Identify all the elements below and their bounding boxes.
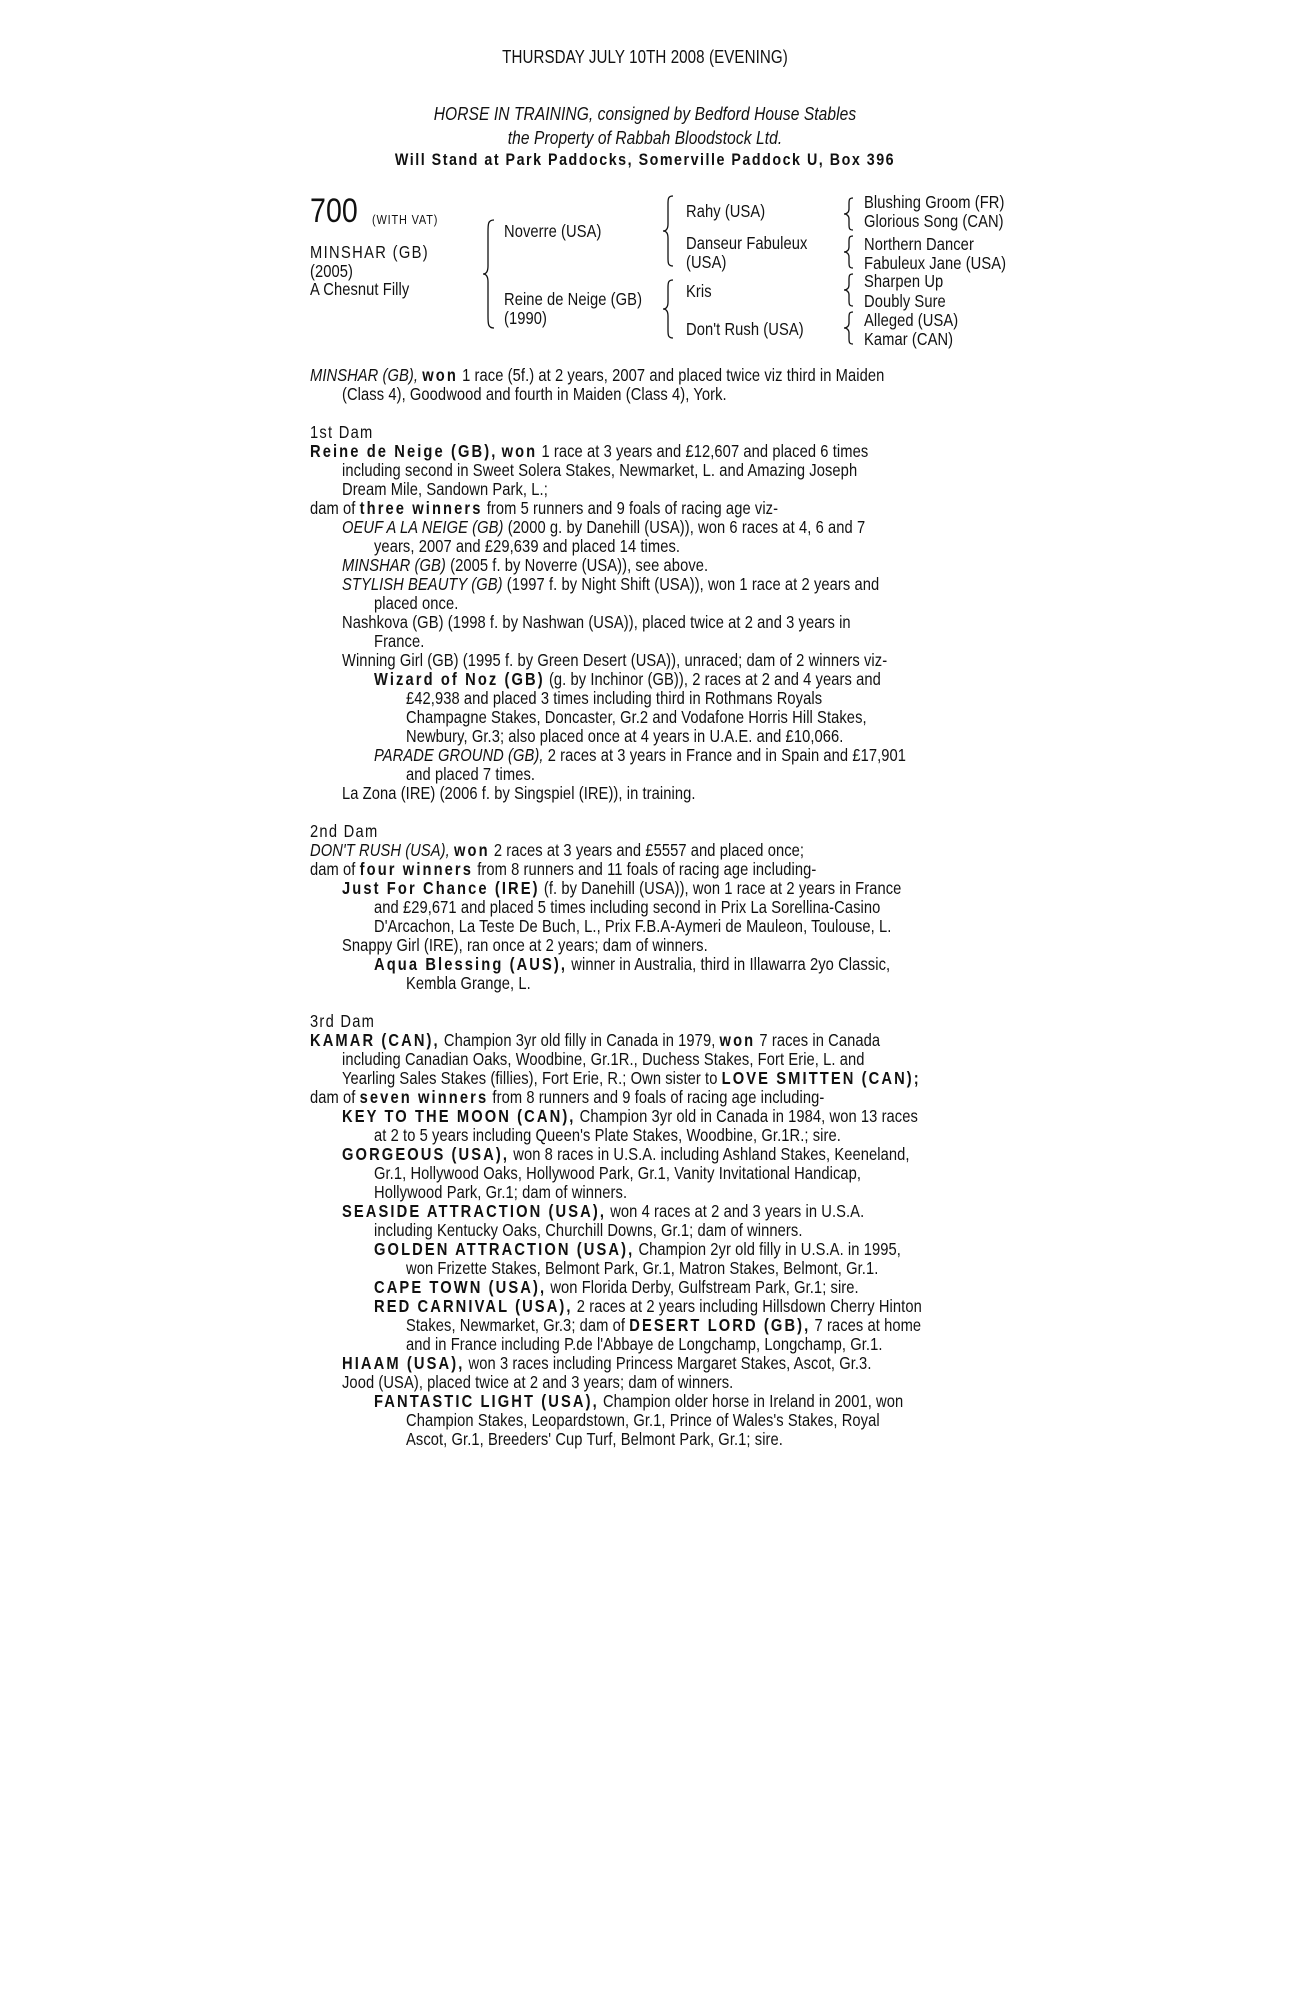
third-dam-line-6: at 2 to 5 years including Queen's Plate Stakes, Woodbine, Gr.1R.; sire. (374, 1125, 841, 1145)
first-dam-line-3: Dream Mile, Sandown Park, L.; (342, 479, 548, 499)
produce-name: HIAAM (USA), (342, 1353, 465, 1373)
pedigree-brace-danseur (842, 234, 856, 270)
produce-winning-girl: Winning Girl (GB) (1995 f. by Green Desert (USA)), unraced; dam of 2 winners viz- (342, 650, 888, 670)
produce-record-cont: Stakes, Newmarket, Gr.3; dam of (406, 1315, 626, 1335)
foaling-year: (2005) (310, 261, 353, 281)
second-dam-record: 2 races at 3 years and £5557 and placed once; (493, 840, 805, 860)
pedigree-dam-sire: Kris (686, 281, 712, 301)
third-dam-line-2: including Canadian Oaks, Woodbine, Gr.1R., Duchess Stakes, Fort Erie, L. and (342, 1049, 865, 1069)
produce-name: PARADE GROUND (GB), (374, 745, 544, 765)
race-record-text: 1 race (5f.) at 2 years, 2007 and placed twice viz third in Maiden (462, 365, 885, 385)
pedigree-sire-sire: Rahy (USA) (686, 201, 766, 221)
produce-name: RED CARNIVAL (USA), (374, 1296, 573, 1316)
third-dam-title: Champion 3yr old filly in Canada in 1979, (443, 1030, 716, 1050)
dam-of-label: dam of (310, 859, 356, 879)
pedigree-dds: Alleged (USA) (864, 310, 959, 330)
won-label: won (719, 1030, 756, 1050)
third-dam-line-1 (310, 1031, 880, 1050)
second-dam-line-1 (310, 841, 804, 860)
pedigree-brace-sire (662, 194, 676, 268)
dam-of-label: dam of (310, 1087, 356, 1107)
third-dam-line-4 (310, 1088, 824, 1107)
produce-minshar (342, 556, 708, 575)
won-label: won (453, 840, 490, 860)
first-dam-line-6: years, 2007 and £29,639 and placed 14 times. (374, 536, 681, 556)
produce-name: FANTASTIC LIGHT (USA), (374, 1391, 599, 1411)
produce-record: 2 races at 2 years including Hillsdown Cherry Hinton (576, 1296, 922, 1316)
produce-jood: Jood (USA), placed twice at 2 and 3 years; dam of winners. (342, 1372, 734, 1392)
produce-name: GORGEOUS (USA), (342, 1144, 510, 1164)
produce-record: 2 races at 3 years in France and in Spain and £17,901 (547, 745, 907, 765)
third-dam-line-8: Gr.1, Hollywood Oaks, Hollywood Park, Gr.1, Vanity Invitational Handicap, (374, 1163, 862, 1183)
lot-number: 700 (310, 192, 358, 230)
third-dam-record: 7 races in Canada (759, 1030, 881, 1050)
horse-name-italic: MINSHAR (GB), (310, 365, 419, 385)
produce-record: (2000 g. by Danehill (USA)), won 6 races at 4, 6 and 7 (507, 517, 866, 537)
pedigree-brace-rahy (842, 196, 856, 232)
pedigree-sire-dam: Danseur Fabuleux (686, 233, 808, 253)
grandproduce-red-carnival (374, 1297, 922, 1316)
first-dam-heading: 1st Dam (310, 422, 374, 442)
produce-name: DESERT LORD (GB), (629, 1315, 811, 1335)
second-dam-line-8: Kembla Grange, L. (406, 973, 531, 993)
third-dam-line-17: and in France including P.de l'Abbaye de Longchamp, Longchamp, Gr.1. (406, 1334, 883, 1354)
first-dam-name: Reine de Neige (GB), (310, 441, 498, 461)
first-dam-line-9: placed once. (374, 593, 459, 613)
first-dam-line-15: Champagne Stakes, Doncaster, Gr.2 and Vodafone Horris Hill Stakes, (406, 707, 867, 727)
produce-record: Champion older horse in Ireland in 2001, won (602, 1391, 904, 1411)
third-dam-line-13: won Frizette Stakes, Belmont Park, Gr.1, Matron Stakes, Belmont, Gr.1. (406, 1258, 879, 1278)
pedigree-dam: Reine de Neige (GB) (504, 289, 643, 309)
produce-name: KEY TO THE MOON (CAN), (342, 1106, 576, 1126)
second-dam-line-4: and £29,671 and placed 5 times including second in Prix La Sorellina-Casino (374, 897, 881, 917)
produce-record: (g. by Inchinor (GB)), 2 races at 2 and 4 years and (548, 669, 881, 689)
pedigree-sdd: Fabuleux Jane (USA) (864, 253, 1007, 273)
grandproduce-aqua-blessing (374, 955, 890, 974)
first-dam-line-14: £42,938 and placed 3 times including third in Rothmans Royals (406, 688, 823, 708)
winners-count: three winners (359, 498, 483, 518)
pedigree-brace-kris (842, 272, 856, 308)
produce-record: won 8 races in U.S.A. including Ashland Stakes, Keeneland, (513, 1144, 910, 1164)
produce-name: Wizard of Noz (GB) (374, 669, 545, 689)
produce-stylish-beauty (342, 575, 879, 594)
produce-hiaam (342, 1354, 871, 1373)
third-dam-line-11: including Kentucky Oaks, Churchill Downs, Gr.1; dam of winners. (374, 1220, 803, 1240)
produce-name: SEASIDE ATTRACTION (USA), (342, 1201, 607, 1221)
first-dam-line-16: Newbury, Gr.3; also placed once at 4 years in U.A.E. and £10,066. (406, 726, 844, 746)
pedigree-dam-dam: Don't Rush (USA) (686, 319, 804, 339)
first-dam-record: 1 race at 3 years and £12,607 and placed 6 times (541, 441, 869, 461)
race-record-line-2: (Class 4), Goodwood and fourth in Maiden (Class 4), York. (342, 384, 727, 404)
produce-seaside-attraction (342, 1202, 864, 1221)
grandproduce-wizard-of-noz (374, 670, 881, 689)
pedigree-sds: Northern Dancer (864, 234, 974, 254)
pedigree-brace-dam (662, 278, 676, 340)
runners-text: from 8 runners and 9 foals of racing age including- (492, 1087, 825, 1107)
consignment-line-1: HORSE IN TRAINING, consigned by Bedford House Stables (433, 103, 857, 124)
produce-name: MINSHAR (GB) (342, 555, 446, 575)
pedigree-brace-gen1 (482, 218, 498, 330)
runners-text: from 5 runners and 9 foals of racing age viz- (486, 498, 779, 518)
winners-count: four winners (359, 859, 474, 879)
third-dam-line-9: Hollywood Park, Gr.1; dam of winners. (374, 1182, 628, 1202)
pedigree-dss: Sharpen Up (864, 271, 944, 291)
second-dam-name: DON'T RUSH (USA), (310, 840, 450, 860)
race-record-line-1 (310, 366, 884, 385)
horse-description: A Chesnut Filly (310, 279, 410, 299)
first-dam-line-18: and placed 7 times. (406, 764, 536, 784)
second-dam-line-2 (310, 860, 816, 879)
sister-name: LOVE SMITTEN (CAN); (721, 1068, 921, 1088)
pedigree-dsd: Doubly Sure (864, 291, 946, 311)
pedigree-sire: Noverre (USA) (504, 221, 602, 241)
produce-record: 7 races at home (814, 1315, 922, 1335)
produce-record: winner in Australia, third in Illawarra 2yo Classic, (571, 954, 891, 974)
first-dam-line-1 (310, 442, 868, 461)
runners-text: from 8 runners and 11 foals of racing age including- (477, 859, 817, 879)
first-dam-line-4 (310, 499, 778, 518)
produce-record: Champion 3yr old in Canada in 1984, won 13 races (579, 1106, 918, 1126)
third-dam-name: KAMAR (CAN), (310, 1030, 440, 1050)
produce-name: STYLISH BEAUTY (GB) (342, 574, 503, 594)
won-label: won (501, 441, 538, 461)
sale-date-header: THURSDAY JULY 10TH 2008 (EVENING) (502, 47, 788, 67)
pedigree-dam-year: (1990) (504, 308, 547, 328)
produce-record: won 4 races at 2 and 3 years in U.S.A. (610, 1201, 865, 1221)
produce-record: Champion 2yr old filly in U.S.A. in 1995, (638, 1239, 901, 1259)
produce-name: CAPE TOWN (USA), (374, 1277, 547, 1297)
produce-gorgeous (342, 1145, 910, 1164)
produce-name: Aqua Blessing (AUS), (374, 954, 568, 974)
produce-key-to-the-moon (342, 1107, 918, 1126)
first-dam-line-11: France. (374, 631, 425, 651)
produce-just-for-chance (342, 879, 901, 898)
horse-name: MINSHAR (GB) (310, 242, 430, 262)
winners-count: seven winners (359, 1087, 489, 1107)
vat-note: (WITH VAT) (372, 212, 439, 227)
produce-record: won 3 races including Princess Margaret Stakes, Ascot, Gr.3. (468, 1353, 872, 1373)
pedigree-ddd: Kamar (CAN) (864, 329, 954, 349)
produce-la-zona: La Zona (IRE) (2006 f. by Singspiel (IRE)), in training. (342, 783, 696, 803)
produce-name: Just For Chance (IRE) (342, 878, 540, 898)
pedigree-brace-dontrush (842, 310, 856, 346)
consignment-line-2: the Property of Rabbah Bloodstock Ltd. (507, 127, 783, 148)
produce-oeuf-a-la-neige (342, 518, 865, 537)
produce-name: GOLDEN ATTRACTION (USA), (374, 1239, 635, 1259)
third-dam-line-21: Champion Stakes, Leopardstown, Gr.1, Prince of Wales's Stakes, Royal (406, 1410, 880, 1430)
pedigree-sire-dam-country: (USA) (686, 252, 727, 272)
produce-record: (2005 f. by Noverre (USA)), see above. (450, 555, 709, 575)
produce-nashkova: Nashkova (GB) (1998 f. by Nashwan (USA)), placed twice at 2 and 3 years in (342, 612, 851, 632)
produce-record: won Florida Derby, Gulfstream Park, Gr.1; sire. (550, 1277, 859, 1297)
third-dam-line-16 (406, 1316, 921, 1335)
produce-record: (1997 f. by Night Shift (USA)), won 1 race at 2 years and (506, 574, 880, 594)
third-dam-line-22: Ascot, Gr.1, Breeders' Cup Turf, Belmont Park, Gr.1; sire. (406, 1429, 783, 1449)
produce-record: (f. by Danehill (USA)), won 1 race at 2 years in France (543, 878, 902, 898)
second-dam-heading: 2nd Dam (310, 821, 379, 841)
third-dam-line-3 (342, 1069, 921, 1088)
pedigree-ssd: Glorious Song (CAN) (864, 211, 1004, 231)
second-dam-line-5: D'Arcachon, La Teste De Buch, L., Prix F.B.A-Aymeri de Mauleon, Toulouse, L. (374, 916, 892, 936)
third-dam-heading: 3rd Dam (310, 1011, 376, 1031)
stand-location: Will Stand at Park Paddocks, Somerville Paddock U, Box 396 (394, 150, 896, 169)
pedigree-sss: Blushing Groom (FR) (864, 192, 1005, 212)
won-label: won (422, 365, 458, 385)
grandproduce-fantastic-light (374, 1392, 903, 1411)
grandproduce-parade-ground (374, 746, 906, 765)
produce-name: OEUF A LA NEIGE (GB) (342, 517, 504, 537)
produce-snappy-girl: Snappy Girl (IRE), ran once at 2 years; dam of winners. (342, 935, 708, 955)
grandproduce-golden-attraction (374, 1240, 901, 1259)
third-dam-record-cont: Yearling Sales Stakes (fillies), Fort Erie, R.; Own sister to (342, 1068, 718, 1088)
dam-of-label: dam of (310, 498, 356, 518)
grandproduce-cape-town (374, 1278, 859, 1297)
first-dam-line-2: including second in Sweet Solera Stakes, Newmarket, L. and Amazing Joseph (342, 460, 858, 480)
